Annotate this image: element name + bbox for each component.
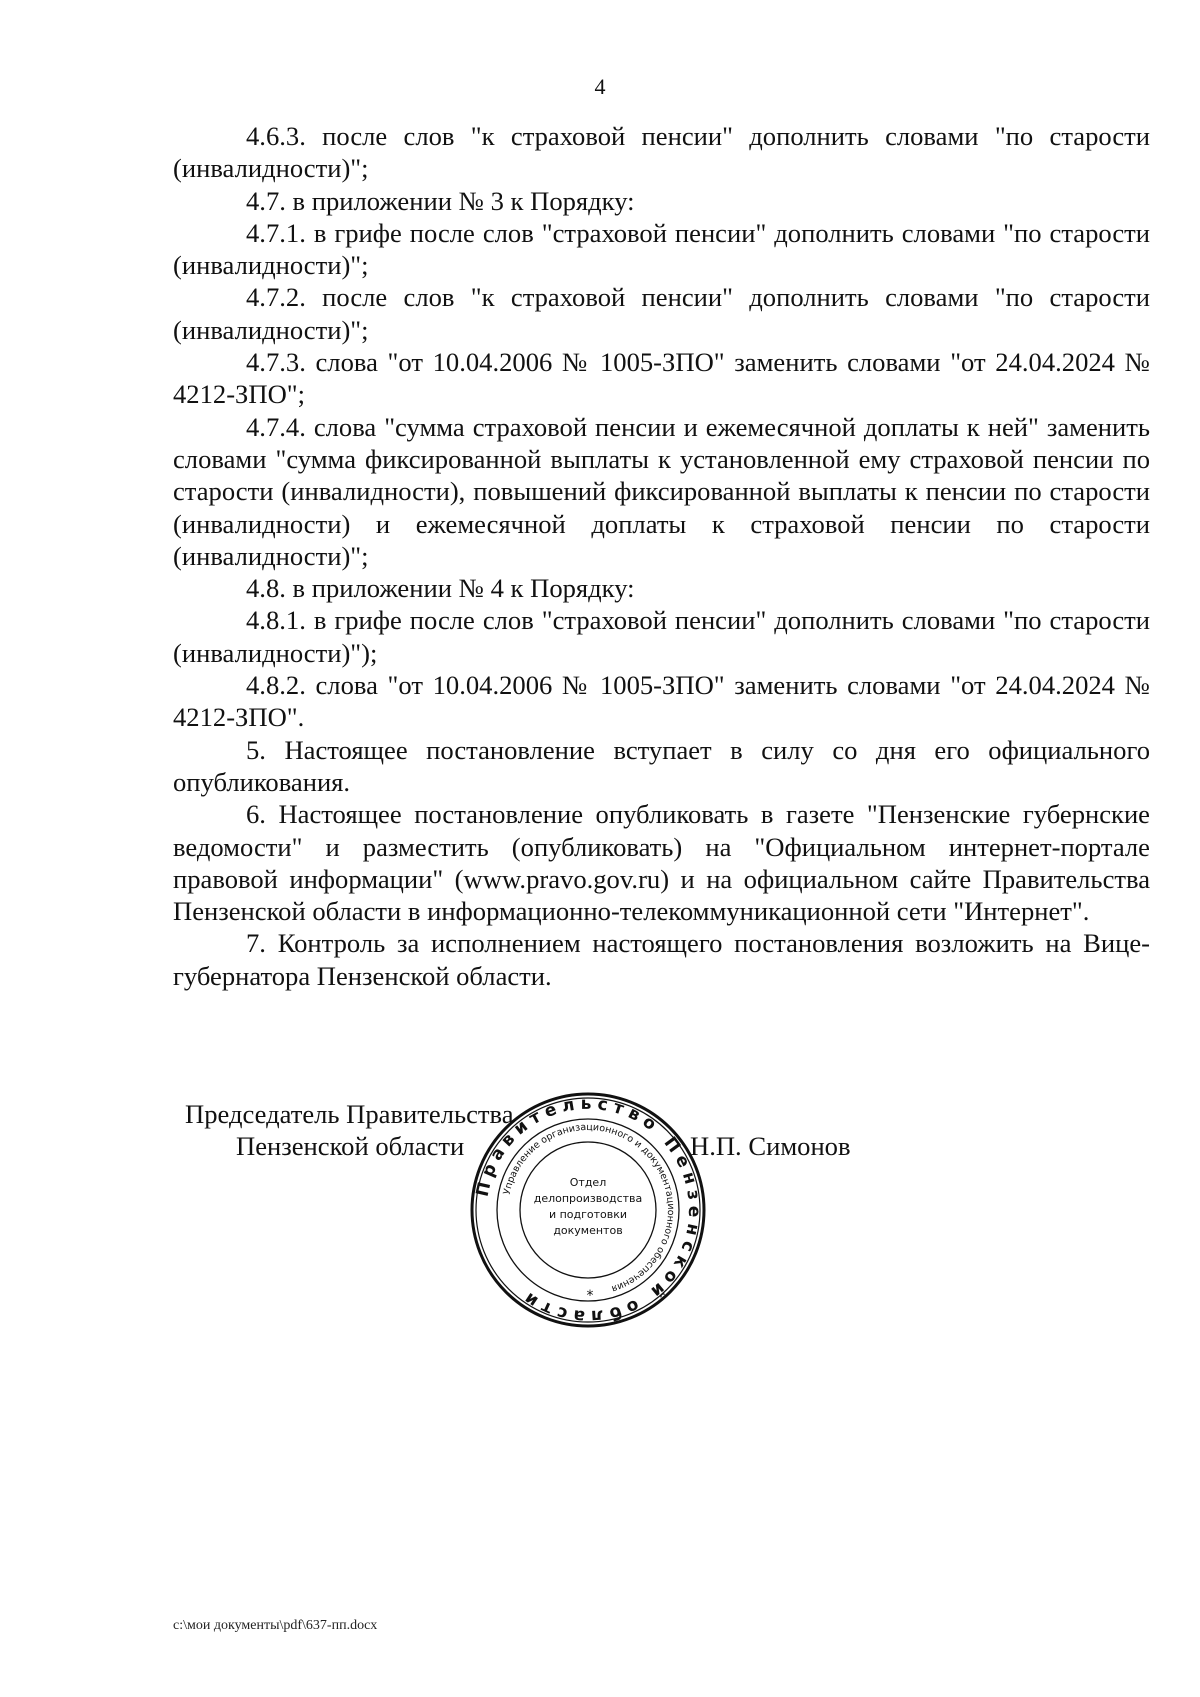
paragraph-4-7: 4.7. в приложении № 3 к Порядку:: [246, 185, 635, 216]
page-number: 4: [594, 74, 606, 99]
signatory-name: Н.П. Симонов: [690, 1131, 851, 1161]
paragraph-4-7-3: 4.7.3. слова "от 10.04.2006 № 1005-ЗПО" заменить словами "от 24.04.2024 № 4212-ЗПО";: [173, 347, 1150, 410]
paragraph-4-8: 4.8. в приложении № 4 к Порядку:: [246, 573, 635, 604]
signatory-title-line1: Председатель Правительства: [185, 1099, 514, 1129]
paragraph-4-6-3: 4.6.3. после слов "к страховой пенсии" дополнить словами "по старости (инвалидности)";: [173, 121, 1150, 184]
official-seal-stamp: [468, 1090, 708, 1330]
seal-center-line3: и подготовки: [548, 1208, 628, 1221]
seal-middle-text: Управление организационного и документационного обеспечения: [501, 1121, 677, 1295]
footer-file-path: c:\мои документы\pdf\637-пп.docx: [173, 1618, 378, 1633]
paragraph-4-8-2: 4.8.2. слова "от 10.04.2006 № 1005-ЗПО" заменить словами "от 24.04.2024 № 4212-ЗПО".: [173, 670, 1150, 733]
seal-star-icon: *: [586, 1288, 594, 1304]
paragraph-4-7-2: 4.7.2. после слов "к страховой пенсии" дополнить словами "по старости (инвалидности)";: [173, 282, 1150, 345]
seal-center-line2: делопроизводства: [533, 1192, 643, 1205]
document-body: [173, 120, 1150, 992]
paragraph-4-7-1: 4.7.1. в грифе после слов "страховой пенсии" дополнить словами "по старости (инвалидности)";: [173, 217, 1150, 281]
signatory-title-line2: Пензенской области: [236, 1131, 465, 1161]
paragraph-7: 7. Контроль за исполнением настоящего постановления возложить на Вице-губернатора Пензенской области.: [173, 928, 1150, 991]
seal-outer-text: Правительство Пензенской области: [472, 1093, 705, 1327]
seal-center-line1: Отдел: [569, 1176, 607, 1189]
paragraph-6: 6. Настоящее постановление опубликовать в газете "Пензенские губернские ведомости" и разместить (опубликовать) на "Официальном интернет-портале правовой информации" (www.pravo.gov.ru) и на официальном сайте Правительства Пензенской области в информационно-телекоммуникационной сети "Интернет".: [173, 799, 1150, 927]
paragraph-5: 5. Настоящее постановление вступает в силу со дня его официального опубликования.: [173, 734, 1150, 797]
seal-center-line4: документов: [553, 1224, 623, 1237]
paragraph-4-7-4: 4.7.4. слова "сумма страховой пенсии и ежемесячной доплаты к ней" заменить словами "сумма фиксированной выплаты к установленной ему страховой пенсии по старости (инвалидности), повышений фиксированной выплаты к пенсии по старости (инвалидности) и ежемесячной доплаты к страховой пенсии по старости (инвалидности)";: [173, 411, 1150, 571]
paragraph-4-8-1: 4.8.1. в грифе после слов "страховой пенсии" дополнить словами "по старости (инвалидности)");: [173, 605, 1150, 668]
